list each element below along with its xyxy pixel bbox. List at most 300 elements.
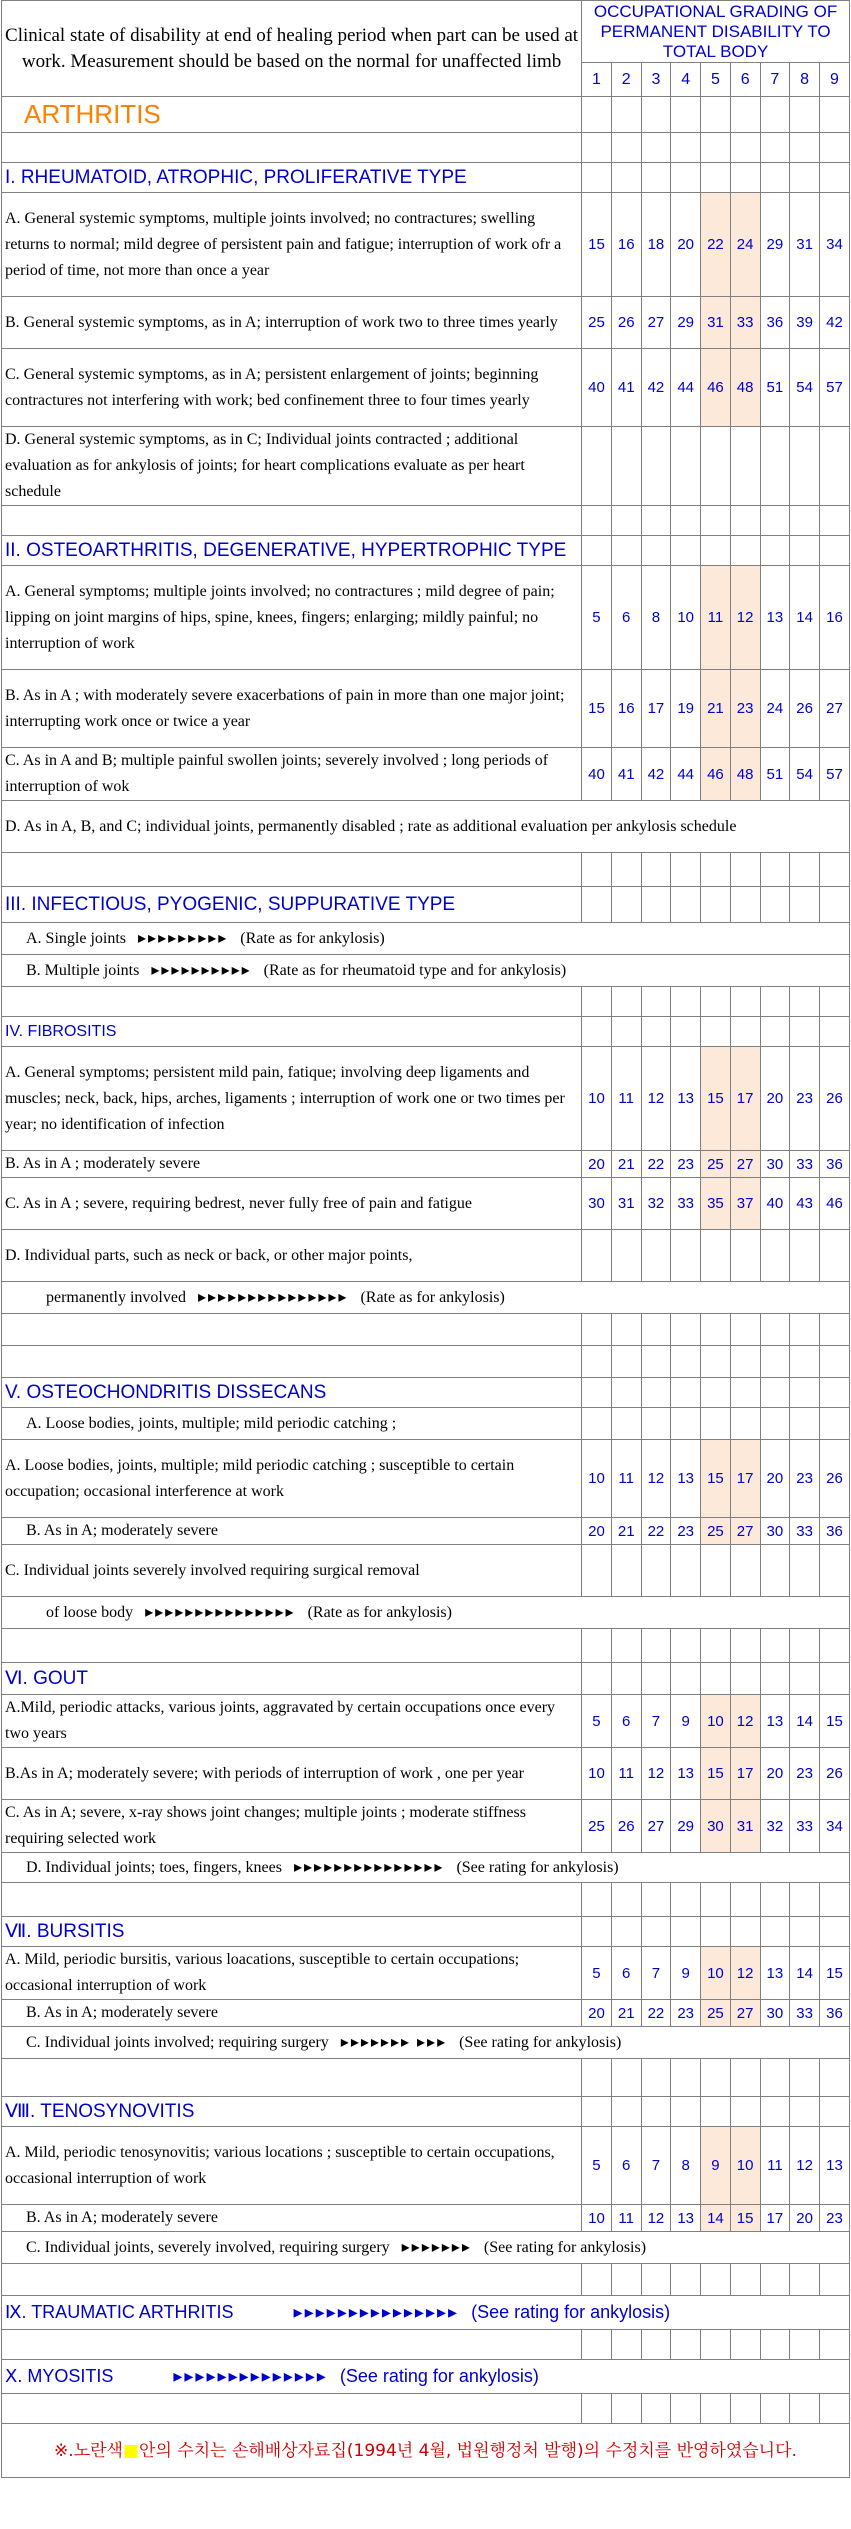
rating-value: 6 bbox=[611, 566, 641, 670]
table-row bbox=[2, 2394, 850, 2424]
empty-cell bbox=[701, 427, 731, 506]
empty-cell bbox=[730, 2264, 760, 2296]
rating-value: 27 bbox=[730, 1151, 760, 1178]
rating-value: 36 bbox=[819, 2000, 849, 2027]
rating-value: 8 bbox=[641, 566, 671, 670]
empty-cell bbox=[2, 1346, 582, 1378]
rating-value: 31 bbox=[701, 297, 731, 349]
empty-cell bbox=[819, 536, 849, 566]
rating-value: 33 bbox=[790, 1800, 820, 1853]
empty-cell bbox=[819, 97, 849, 133]
empty-cell bbox=[582, 1314, 612, 1346]
empty-cell bbox=[701, 1017, 731, 1047]
grade-column-number: 3 bbox=[641, 63, 671, 97]
empty-cell bbox=[582, 1408, 612, 1440]
rating-value: 27 bbox=[730, 1518, 760, 1545]
empty-cell bbox=[819, 887, 849, 923]
table-row bbox=[2, 1178, 850, 1230]
rating-value: 41 bbox=[611, 748, 641, 801]
empty-cell bbox=[790, 97, 820, 133]
rating-value: 12 bbox=[790, 2127, 820, 2205]
empty-cell bbox=[582, 1346, 612, 1378]
rating-value: 40 bbox=[582, 349, 612, 427]
rating-value: 11 bbox=[701, 566, 731, 670]
empty-cell bbox=[760, 2097, 790, 2127]
empty-cell bbox=[671, 1883, 701, 1917]
grade-column-number: 5 bbox=[701, 63, 731, 97]
empty-cell bbox=[671, 163, 701, 193]
rating-value: 34 bbox=[819, 193, 849, 297]
table-row bbox=[2, 1017, 850, 1047]
empty-cell bbox=[701, 506, 731, 536]
rating-value: 26 bbox=[611, 297, 641, 349]
table-row bbox=[2, 923, 850, 955]
empty-cell bbox=[641, 1629, 671, 1663]
rating-value: 26 bbox=[819, 1047, 849, 1151]
rating-value: 14 bbox=[790, 1947, 820, 2000]
section-title: Ⅸ. TRAUMATIC ARTHRITIS bbox=[5, 2302, 234, 2322]
rating-reference: (See rating for ankylosis) bbox=[459, 2033, 622, 2051]
empty-cell bbox=[790, 2097, 820, 2127]
rating-value: 12 bbox=[641, 1748, 671, 1800]
rating-description: D. General systemic symptoms, as in C; Individual joints contracted ; additional evaluation as for ankylosis of joints; for heart complications evaluate as per heart schedule bbox=[2, 427, 582, 506]
arrow-leader-icon: ▸▸▸▸▸▸▸▸▸▸▸▸▸▸▸ bbox=[293, 2302, 460, 2322]
rating-value: 29 bbox=[671, 297, 701, 349]
empty-cell bbox=[582, 1230, 612, 1282]
rating-value: 42 bbox=[641, 748, 671, 801]
empty-cell bbox=[641, 1314, 671, 1346]
empty-cell bbox=[819, 1346, 849, 1378]
empty-cell bbox=[671, 987, 701, 1017]
rating-value: 21 bbox=[611, 1518, 641, 1545]
rating-description: permanently involved bbox=[46, 1288, 186, 1306]
empty-cell bbox=[819, 2097, 849, 2127]
rating-value: 23 bbox=[790, 1440, 820, 1518]
empty-cell bbox=[790, 1545, 820, 1597]
rating-reference-line bbox=[2, 2232, 850, 2264]
empty-cell bbox=[611, 2394, 641, 2424]
empty-cell bbox=[790, 2059, 820, 2097]
empty-cell bbox=[641, 163, 671, 193]
empty-cell bbox=[2, 1883, 582, 1917]
section-title: V. OSTEOCHONDRITIS DISSECANS bbox=[2, 1378, 582, 1408]
rating-description: of loose body bbox=[46, 1603, 134, 1621]
empty-cell bbox=[790, 1408, 820, 1440]
empty-cell bbox=[701, 853, 731, 887]
rating-value: 7 bbox=[641, 1695, 671, 1748]
rating-value: 21 bbox=[611, 1151, 641, 1178]
empty-cell bbox=[641, 2059, 671, 2097]
rating-value: 23 bbox=[790, 1748, 820, 1800]
rating-value: 10 bbox=[582, 1748, 612, 1800]
empty-cell bbox=[582, 506, 612, 536]
empty-cell bbox=[760, 1378, 790, 1408]
rating-value: 51 bbox=[760, 349, 790, 427]
rating-value: 6 bbox=[611, 1695, 641, 1748]
rating-description: D. As in A, B, and C; individual joints, permanently disabled ; rate as additional evaluation per ankylosis schedule bbox=[2, 801, 850, 853]
empty-cell bbox=[671, 853, 701, 887]
empty-cell bbox=[671, 1663, 701, 1695]
empty-cell bbox=[819, 1917, 849, 1947]
empty-cell bbox=[760, 2059, 790, 2097]
table-row bbox=[2, 1314, 850, 1346]
header-row bbox=[2, 1, 850, 63]
empty-cell bbox=[730, 1545, 760, 1597]
rating-value: 31 bbox=[611, 1178, 641, 1230]
grade-column-number: 7 bbox=[760, 63, 790, 97]
empty-cell bbox=[790, 1883, 820, 1917]
rating-value: 54 bbox=[790, 349, 820, 427]
rating-description: A. General symptoms; multiple joints involved; no contractures ; mild degree of pain; lipping on joint margins of hips, spine, knees, fingers; enlarging; mildly painful; no interruption of work bbox=[2, 566, 582, 670]
rating-value: 33 bbox=[790, 1518, 820, 1545]
rating-description: B.As in A; moderately severe; with periods of interruption of work , one per year bbox=[2, 1748, 582, 1800]
table-body bbox=[2, 1, 850, 2478]
rating-value: 36 bbox=[819, 1151, 849, 1178]
empty-cell bbox=[790, 853, 820, 887]
rating-value: 27 bbox=[730, 2000, 760, 2027]
rating-description: D. Individual joints; toes, fingers, knees bbox=[26, 1858, 282, 1876]
table-row bbox=[2, 2059, 850, 2097]
rating-value: 5 bbox=[582, 2127, 612, 2205]
empty-cell bbox=[641, 1346, 671, 1378]
rating-reference: (See rating for ankylosis) bbox=[471, 2302, 671, 2322]
empty-cell bbox=[2, 853, 582, 887]
rating-value: 46 bbox=[701, 748, 731, 801]
rating-value: 7 bbox=[641, 2127, 671, 2205]
rating-value: 26 bbox=[611, 1800, 641, 1853]
rating-value: 12 bbox=[730, 1695, 760, 1748]
rating-value: 27 bbox=[641, 1800, 671, 1853]
rating-value: 12 bbox=[641, 1440, 671, 1518]
rating-value: 20 bbox=[582, 2000, 612, 2027]
empty-cell bbox=[671, 536, 701, 566]
empty-cell bbox=[701, 1408, 731, 1440]
table-row bbox=[2, 801, 850, 853]
rating-value: 40 bbox=[760, 1178, 790, 1230]
table-row bbox=[2, 1947, 850, 2000]
empty-cell bbox=[730, 1883, 760, 1917]
empty-cell bbox=[582, 1663, 612, 1695]
empty-cell bbox=[701, 536, 731, 566]
empty-cell bbox=[582, 1545, 612, 1597]
grade-column-number: 4 bbox=[671, 63, 701, 97]
empty-cell bbox=[2, 987, 582, 1017]
table-row bbox=[2, 1230, 850, 1282]
rating-reference: (See rating for ankylosis) bbox=[456, 1858, 619, 1876]
empty-cell bbox=[760, 1314, 790, 1346]
empty-cell bbox=[760, 1346, 790, 1378]
empty-cell bbox=[611, 1883, 641, 1917]
footnote-text: ※.노란색 bbox=[54, 2440, 123, 2461]
rating-description: A. General systemic symptoms, multiple joints involved; no contractures; swelling returns to normal; mild degree of persistent pain and fatigue; interruption of work ofr a period of time, not more than once a year bbox=[2, 193, 582, 297]
grade-column-number: 2 bbox=[611, 63, 641, 97]
table-row bbox=[2, 2424, 850, 2478]
table-row bbox=[2, 853, 850, 887]
empty-cell bbox=[760, 133, 790, 163]
empty-cell bbox=[819, 1629, 849, 1663]
rating-reference-line bbox=[2, 1853, 850, 1883]
empty-cell bbox=[819, 1230, 849, 1282]
rating-value: 32 bbox=[760, 1800, 790, 1853]
empty-cell bbox=[819, 1883, 849, 1917]
rating-value: 15 bbox=[582, 670, 612, 748]
empty-cell bbox=[819, 1663, 849, 1695]
rating-reference: (Rate as for rheumatoid type and for ankylosis) bbox=[263, 961, 567, 979]
table-row bbox=[2, 1346, 850, 1378]
empty-cell bbox=[582, 853, 612, 887]
rating-value: 11 bbox=[611, 1748, 641, 1800]
rating-description: B. General systemic symptoms, as in A; interruption of work two to three times yearly bbox=[2, 297, 582, 349]
empty-cell bbox=[730, 1017, 760, 1047]
rating-reference-line bbox=[2, 1597, 850, 1629]
rating-value: 15 bbox=[819, 1695, 849, 1748]
rating-description: B. As in A; moderately severe bbox=[2, 1518, 582, 1545]
empty-cell bbox=[819, 2264, 849, 2296]
empty-cell bbox=[730, 427, 760, 506]
rating-value: 22 bbox=[641, 1518, 671, 1545]
empty-cell bbox=[730, 506, 760, 536]
rating-value: 13 bbox=[760, 566, 790, 670]
table-row bbox=[2, 1800, 850, 1853]
rating-value: 20 bbox=[582, 1518, 612, 1545]
empty-cell bbox=[760, 97, 790, 133]
rating-value: 12 bbox=[641, 2205, 671, 2232]
empty-cell bbox=[611, 97, 641, 133]
rating-value: 25 bbox=[701, 1151, 731, 1178]
rating-value: 23 bbox=[671, 2000, 701, 2027]
rating-description: A. Mild, periodic tenosynovitis; various locations ; susceptible to certain occupations, occasional interruption of work bbox=[2, 2127, 582, 2205]
table-row bbox=[2, 97, 850, 133]
rating-description: C. As in A; severe, x-ray shows joint changes; multiple joints ; moderate stiffness requiring selected work bbox=[2, 1800, 582, 1853]
empty-cell bbox=[730, 1230, 760, 1282]
rating-value: 20 bbox=[790, 2205, 820, 2232]
rating-value: 33 bbox=[671, 1178, 701, 1230]
rating-value: 17 bbox=[730, 1440, 760, 1518]
empty-cell bbox=[730, 1408, 760, 1440]
empty-cell bbox=[611, 2059, 641, 2097]
rating-value: 24 bbox=[760, 670, 790, 748]
empty-cell bbox=[611, 1314, 641, 1346]
empty-cell bbox=[760, 1017, 790, 1047]
table-row bbox=[2, 2127, 850, 2205]
empty-cell bbox=[641, 2097, 671, 2127]
empty-cell bbox=[730, 1917, 760, 1947]
empty-cell bbox=[611, 1917, 641, 1947]
rating-value: 24 bbox=[730, 193, 760, 297]
empty-cell bbox=[790, 1230, 820, 1282]
empty-cell bbox=[760, 506, 790, 536]
empty-cell bbox=[790, 987, 820, 1017]
empty-cell bbox=[641, 97, 671, 133]
empty-cell bbox=[641, 1917, 671, 1947]
section-title: Ⅷ. TENOSYNOVITIS bbox=[2, 2097, 582, 2127]
empty-cell bbox=[790, 506, 820, 536]
rating-value: 41 bbox=[611, 349, 641, 427]
rating-value: 48 bbox=[730, 748, 760, 801]
rating-value: 37 bbox=[730, 1178, 760, 1230]
empty-cell bbox=[641, 133, 671, 163]
rating-value: 30 bbox=[701, 1800, 731, 1853]
rating-value: 17 bbox=[641, 670, 671, 748]
rating-value: 30 bbox=[760, 1151, 790, 1178]
table-row bbox=[2, 1047, 850, 1151]
rating-value: 15 bbox=[582, 193, 612, 297]
rating-value: 10 bbox=[582, 1440, 612, 1518]
table-row bbox=[2, 1748, 850, 1800]
empty-cell bbox=[641, 506, 671, 536]
empty-cell bbox=[2, 2394, 582, 2424]
rating-value: 27 bbox=[641, 297, 671, 349]
empty-cell bbox=[760, 1663, 790, 1695]
rating-description: D. Individual parts, such as neck or back, or other major points, bbox=[2, 1230, 582, 1282]
empty-cell bbox=[641, 427, 671, 506]
empty-cell bbox=[671, 1346, 701, 1378]
table-row bbox=[2, 955, 850, 987]
empty-cell bbox=[730, 887, 760, 923]
empty-cell bbox=[582, 1883, 612, 1917]
empty-cell bbox=[582, 887, 612, 923]
rating-description: B. As in A; moderately severe bbox=[2, 2205, 582, 2232]
rating-value: 34 bbox=[819, 1800, 849, 1853]
empty-cell bbox=[611, 536, 641, 566]
empty-cell bbox=[790, 1017, 820, 1047]
empty-cell bbox=[701, 1629, 731, 1663]
rating-value: 33 bbox=[790, 1151, 820, 1178]
empty-cell bbox=[819, 1017, 849, 1047]
rating-value: 10 bbox=[701, 1695, 731, 1748]
empty-cell bbox=[582, 987, 612, 1017]
empty-cell bbox=[819, 1314, 849, 1346]
empty-cell bbox=[582, 133, 612, 163]
table-row bbox=[2, 1440, 850, 1518]
empty-cell bbox=[730, 1378, 760, 1408]
empty-cell bbox=[701, 163, 731, 193]
empty-cell bbox=[701, 1314, 731, 1346]
empty-cell bbox=[701, 987, 731, 1017]
section-title: IV. FIBROSITIS bbox=[2, 1017, 582, 1047]
section-title: Ⅶ. BURSITIS bbox=[2, 1917, 582, 1947]
empty-cell bbox=[582, 97, 612, 133]
empty-cell bbox=[641, 853, 671, 887]
empty-cell bbox=[611, 1230, 641, 1282]
empty-cell bbox=[611, 163, 641, 193]
rating-value: 14 bbox=[701, 2205, 731, 2232]
table-row bbox=[2, 2232, 850, 2264]
rating-value: 22 bbox=[641, 1151, 671, 1178]
rating-description: A. Loose bodies, joints, multiple; mild periodic catching ; bbox=[2, 1408, 582, 1440]
empty-cell bbox=[611, 133, 641, 163]
table-row bbox=[2, 1408, 850, 1440]
empty-cell bbox=[730, 97, 760, 133]
empty-cell bbox=[641, 1663, 671, 1695]
empty-cell bbox=[2, 2330, 582, 2360]
rating-reference: (See rating for ankylosis) bbox=[339, 2366, 539, 2386]
rating-reference: (Rate as for ankylosis) bbox=[360, 1288, 505, 1306]
empty-cell bbox=[671, 1378, 701, 1408]
rating-value: 57 bbox=[819, 748, 849, 801]
header-description: Clinical state of disability at end of healing period when part can be used at work. Measurement should be based on the normal for unaffected limb bbox=[2, 1, 582, 97]
rating-value: 29 bbox=[671, 1800, 701, 1853]
empty-cell bbox=[819, 2394, 849, 2424]
empty-cell bbox=[641, 887, 671, 923]
empty-cell bbox=[641, 536, 671, 566]
rating-description: B. As in A; moderately severe bbox=[2, 2000, 582, 2027]
arrow-leader-icon: ▸▸▸▸▸▸▸▸▸▸▸▸▸▸▸ bbox=[197, 1288, 349, 1306]
rating-value: 20 bbox=[760, 1047, 790, 1151]
empty-cell bbox=[760, 2264, 790, 2296]
rating-value: 57 bbox=[819, 349, 849, 427]
empty-cell bbox=[819, 2330, 849, 2360]
rating-value: 15 bbox=[730, 2205, 760, 2232]
disability-rating-table bbox=[1, 0, 850, 2478]
arrow-leader-icon: ▸▸▸▸▸▸▸ bbox=[401, 2238, 472, 2256]
empty-cell bbox=[730, 2394, 760, 2424]
empty-cell bbox=[611, 2264, 641, 2296]
rating-value: 30 bbox=[760, 1518, 790, 1545]
empty-cell bbox=[730, 853, 760, 887]
empty-cell bbox=[611, 2097, 641, 2127]
grade-column-number: 6 bbox=[730, 63, 760, 97]
empty-cell bbox=[701, 1346, 731, 1378]
empty-cell bbox=[582, 536, 612, 566]
empty-cell bbox=[671, 1017, 701, 1047]
rating-value: 22 bbox=[701, 193, 731, 297]
empty-cell bbox=[701, 133, 731, 163]
empty-cell bbox=[760, 1230, 790, 1282]
table-row bbox=[2, 670, 850, 748]
rating-value: 42 bbox=[641, 349, 671, 427]
empty-cell bbox=[701, 2059, 731, 2097]
rating-value: 20 bbox=[760, 1748, 790, 1800]
empty-cell bbox=[611, 887, 641, 923]
empty-cell bbox=[641, 1378, 671, 1408]
table-row bbox=[2, 2000, 850, 2027]
empty-cell bbox=[671, 133, 701, 163]
rating-reference-line bbox=[2, 1282, 850, 1314]
empty-cell bbox=[701, 1663, 731, 1695]
rating-description: C. Individual joints severely involved requiring surgical removal bbox=[2, 1545, 582, 1597]
table-row bbox=[2, 566, 850, 670]
rating-value: 18 bbox=[641, 193, 671, 297]
table-row bbox=[2, 1917, 850, 1947]
rating-value: 23 bbox=[819, 2205, 849, 2232]
empty-cell bbox=[641, 1230, 671, 1282]
rating-value: 10 bbox=[671, 566, 701, 670]
table-row bbox=[2, 2205, 850, 2232]
empty-cell bbox=[611, 1663, 641, 1695]
rating-value: 11 bbox=[611, 1047, 641, 1151]
rating-value: 13 bbox=[819, 2127, 849, 2205]
rating-value: 7 bbox=[641, 1947, 671, 2000]
arrow-leader-icon: ▸▸▸▸▸▸▸ ▸▸▸ bbox=[340, 2033, 448, 2051]
rating-value: 26 bbox=[819, 1440, 849, 1518]
empty-cell bbox=[730, 987, 760, 1017]
rating-description: C. As in A ; severe, requiring bedrest, never fully free of pain and fatigue bbox=[2, 1178, 582, 1230]
rating-value: 15 bbox=[819, 1947, 849, 2000]
arrow-leader-icon: ▸▸▸▸▸▸▸▸▸▸▸▸▸▸▸ bbox=[145, 1603, 296, 1621]
rating-value: 17 bbox=[760, 2205, 790, 2232]
empty-cell bbox=[611, 1346, 641, 1378]
table-row bbox=[2, 887, 850, 923]
empty-cell bbox=[582, 1017, 612, 1047]
empty-cell bbox=[641, 1017, 671, 1047]
section-title: II. OSTEOARTHRITIS, DEGENERATIVE, HYPERTROPHIC TYPE bbox=[2, 536, 582, 566]
empty-cell bbox=[730, 163, 760, 193]
empty-cell bbox=[582, 2330, 612, 2360]
empty-cell bbox=[819, 853, 849, 887]
rating-value: 9 bbox=[701, 2127, 731, 2205]
rating-description: A. Mild, periodic bursitis, various loacations, susceptible to certain occupations; occasional interruption of work bbox=[2, 1947, 582, 2000]
